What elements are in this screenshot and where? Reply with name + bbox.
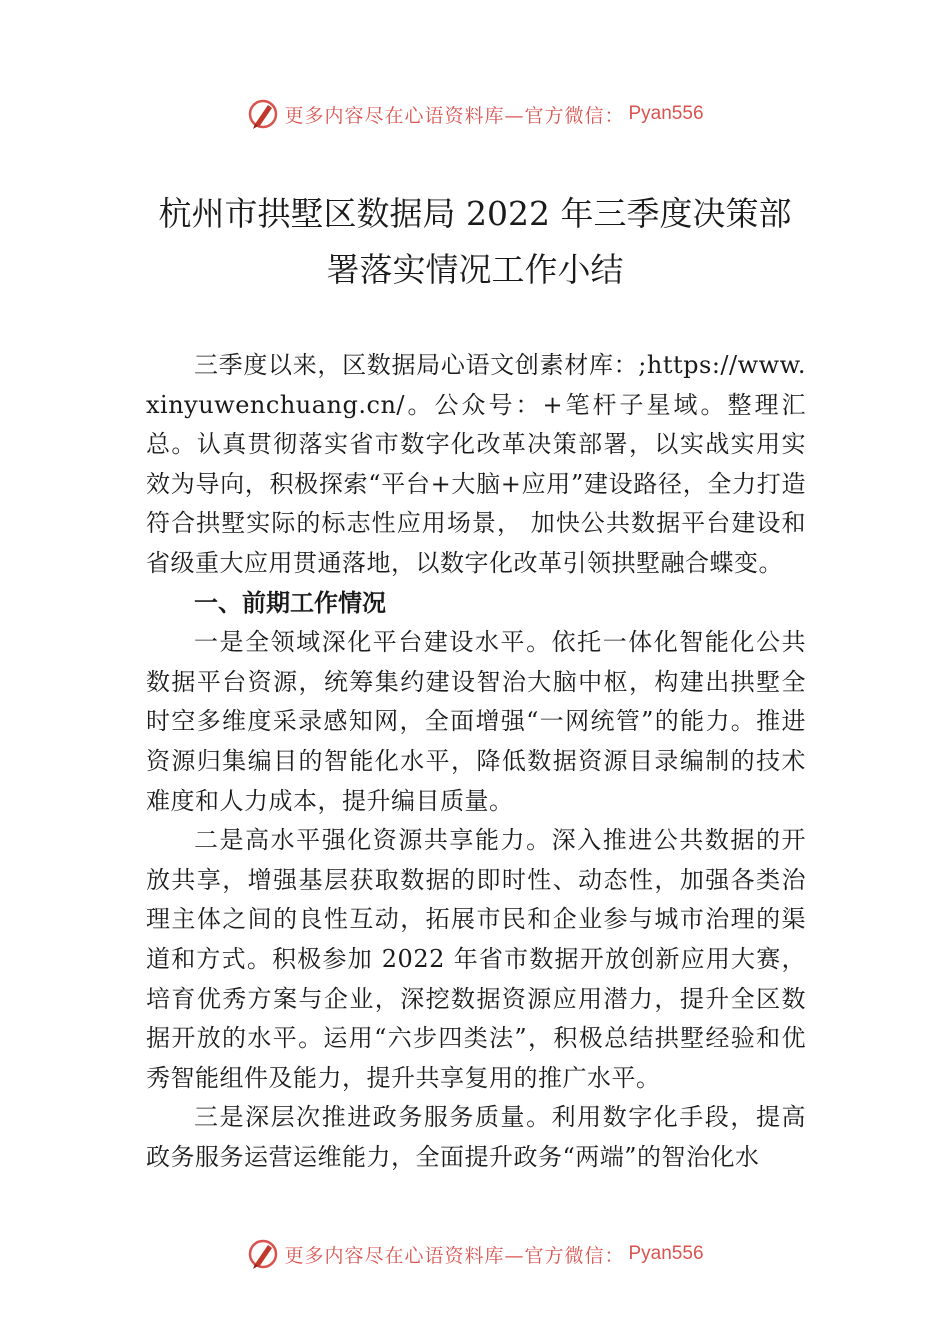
paragraph-2: 二是高水平强化资源共享能力。深入推进公共数据的开放共享，增强基层获取数据的即时性、动态性，加强各类治理主体之间的良性互动，拓展市民和企业参与城市治理的渠道和方式。积极参加 2022 年省市数据开放创新应用大赛，培育优秀方案与企业，深挖数据资源应用潜力，提升全区数据开放的水平。运用“六步四类法”，积极总结拱墅经验和优秀智能组件及能力，提升共享复用的推广水平。 (146, 826, 806, 1092)
intro-paragraph: 三季度以来，区数据局心语文创素材库：;https://www.xinyuwenchuang.cn/。公众号：+笔杆子星域。整理汇总。认真贯彻落实省市数字化改革决策部署，以实战实用实效为导向，积极探索“平台+大脑+应用”建设路径，全力打造符合拱墅实际的标志性应用场景， 加快公共数据平台建设和省级重大应用贯通落地，以数字化改革引领拱墅融合蝶变。 (146, 351, 806, 577)
title-line-1: 杭州市拱墅区数据局 2022 年三季度决策部 (158, 194, 792, 233)
banner-text: 更多内容尽在心语资料库—官方微信： (284, 104, 625, 127)
document-title (90, 186, 860, 298)
header-banner (0, 96, 950, 132)
footer-banner (0, 1236, 950, 1272)
section-heading: 一、前期工作情况 (194, 588, 386, 617)
pen-logo-icon (246, 97, 280, 131)
document-body (146, 346, 806, 1177)
paragraph-1: 一是全领域深化平台建设水平。依托一体化智能化公共数据平台资源，统筹集约建设智治大脑中枢，构建出拱墅全时空多维度采录感知网，全面增强“一网统管”的能力。推进资源归集编目的智能化水平，降低数据资源目录编制的技术难度和人力成本，提升编目质量。 (146, 628, 806, 815)
pen-logo-icon (246, 1237, 280, 1271)
banner-text: 更多内容尽在心语资料库—官方微信： (284, 1244, 625, 1267)
banner-wechat-id: Pyan556 (628, 1243, 704, 1264)
banner-wechat-id: Pyan556 (628, 103, 704, 124)
title-line-2: 署落实情况工作小结 (326, 250, 624, 289)
paragraph-3: 三是深层次推进政务服务质量。利用数字化手段，提高政务服务运营运维能力，全面提升政务“两端”的智治化水 (146, 1103, 806, 1171)
